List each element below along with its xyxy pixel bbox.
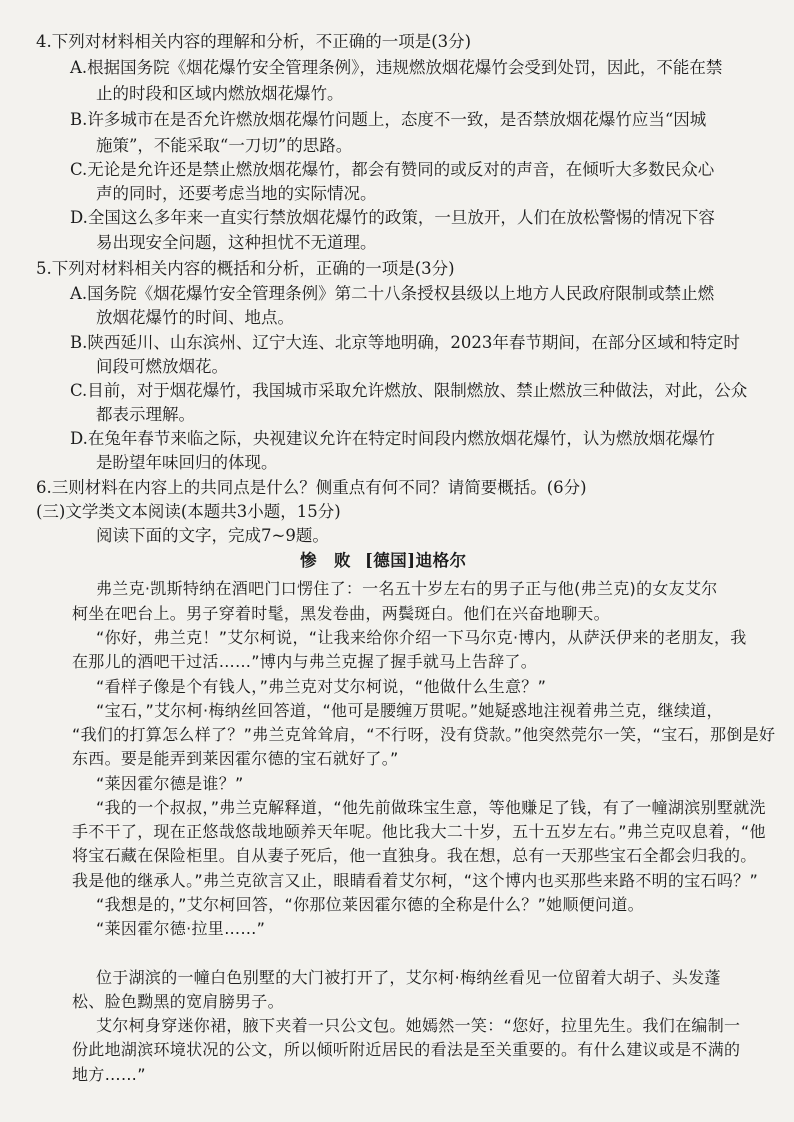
q5-option-b: B.陕西延川、山东滨州、辽宁大连、北京等地明确，2023年春节期间，在部分区域和特定时 [70,333,740,352]
q5-option-a-cont: 放烟花爆竹的时间、地点。 [96,308,294,327]
q4-option-c: C.无论是允许还是禁止燃放烟花爆竹，都会有赞同的或反对的声音，在倾听大多数民众心 [70,160,715,179]
section-instruction: 阅读下面的文字，完成7~9题。 [96,526,329,545]
story-line: “你好，弗兰克！”艾尔柯说，“让我来给你介绍一下马尔克·博内，从萨沃伊来的老朋友，我 [96,628,747,647]
story-line: 东西。要是能弄到莱因霍尔德的宝石就好了。” [72,749,399,768]
story-line: “我的一个叔叔，”弗兰克解释道，“他先前做珠宝生意，等他赚足了钱，有了一幢湖滨别墅就洗 [96,798,766,817]
q5-option-a: A.国务院《烟花爆竹安全管理条例》第二十八条授权县级以上地方人民政府限制或禁止燃 [70,284,715,303]
story-line: “我们的打算怎么样了？”弗兰克耸耸肩，“不行呀，没有贷款。”他突然莞尔一笑，“宝石，那倒是好 [72,725,776,744]
q4-option-a: A.根据国务院《烟花爆竹安全管理条例》，违规燃放烟花爆竹会受到处罚，因此，不能在禁 [70,58,723,77]
story-line: 我是他的继承人。”弗兰克欲言又止，眼睛看着艾尔柯，“这个博内也买那些来路不明的宝石吗？” [72,871,759,890]
story-line: “莱因霍尔德是谁？” [96,774,244,793]
story-line: 柯坐在吧台上。男子穿着时髦，黑发卷曲，两鬓斑白。他们在兴奋地聊天。 [72,604,610,623]
story-line: 手不干了，现在正悠哉悠哉地颐养天年呢。他比我大二十岁，五十五岁左右。”弗兰克叹息着，“他 [72,822,766,841]
story-author: [德国]迪格尔 [365,551,467,570]
story-line: “莱因霍尔德·拉里……” [96,919,266,938]
story-line: “我想是的，”艾尔柯回答，“你那位莱因霍尔德的全称是什么？”她顺便问道。 [96,895,644,914]
q4-option-c-cont: 声的同时，还要考虑当地的实际情况。 [96,184,377,203]
q5-option-c-cont: 都表示理解。 [96,405,195,424]
story-line: 份此地湖滨环境状况的公文，所以倾听附近居民的看法是至关重要的。有什么建议或是不满的 [72,1040,741,1059]
q4-option-b: B.许多城市在是否允许燃放烟花爆竹问题上，态度不一致，是否禁放烟花爆竹应当“因城 [70,110,707,129]
story-title-main: 惨 败 [300,551,351,570]
q4-option-b-cont: 施策”，不能采取“一刀切”的思路。 [96,136,353,155]
story-line: 将宝石藏在保险柜里。自从妻子死后，他一直独身。我在想，总有一天那些宝石全都会归我的。 [72,846,757,865]
q5-option-c: C.目前，对于烟花爆竹，我国城市采取允许燃放、限制燃放、禁止燃放三种做法，对此，公众 [70,381,748,400]
q5-stem: 5.下列对材料相关内容的概括和分析，正确的一项是(3分) [36,259,455,278]
story-line: 位于湖滨的一幢白色别墅的大门被打开了，艾尔柯·梅纳丝看见一位留着大胡子、头发蓬 [96,968,721,987]
q5-option-d: D.在兔年春节来临之际，央视建议允许在特定时间段内燃放烟花爆竹，认为燃放烟花爆竹 [70,429,715,448]
q4-stem: 4.下列对材料相关内容的理解和分析，不正确的一项是(3分) [36,32,472,51]
section-heading: (三)文学类文本阅读(本题共3小题，15分) [36,502,341,521]
q4-option-d: D.全国这么多年来一直实行禁放烟花爆竹的政策，一旦放开，人们在放松警惕的情况下容 [70,208,715,227]
story-line: 艾尔柯身穿迷你裙，腋下夹着一只公文包。她嫣然一笑：“您好，拉里先生。我们在编制一 [96,1016,741,1035]
q5-option-d-cont: 是盼望年味回归的体现。 [96,453,278,472]
story-line: “宝石，”艾尔柯·梅纳丝回答道，“他可是腰缠万贯呢。”她疑惑地注视着弗兰克，继续道， [96,701,723,720]
q5-option-b-cont: 间段可燃放烟花。 [96,357,228,376]
q4-option-d-cont: 易出现安全问题，这种担忧不无道理。 [96,233,377,252]
story-line: 在那儿的酒吧干过活……”博内与弗兰克握了握手就马上告辞了。 [72,652,537,671]
story-line: 弗兰克·凯斯特纳在酒吧门口愣住了：一名五十岁左右的男子正与他(弗兰克)的女友艾尔 [96,579,718,598]
q6-stem: 6.三则材料在内容上的共同点是什么？侧重点有何不同？请简要概括。(6分) [36,478,587,497]
story-line: 松、脸色黝黑的宽肩膀男子。 [72,992,284,1011]
story-line: 地方……” [72,1065,146,1084]
story-title [300,550,467,572]
story-line: “看样子像是个有钱人，”弗兰克对艾尔柯说，“他做什么生意？” [96,677,547,696]
q4-option-a-cont: 止的时段和区域内燃放烟花爆竹。 [96,84,344,103]
